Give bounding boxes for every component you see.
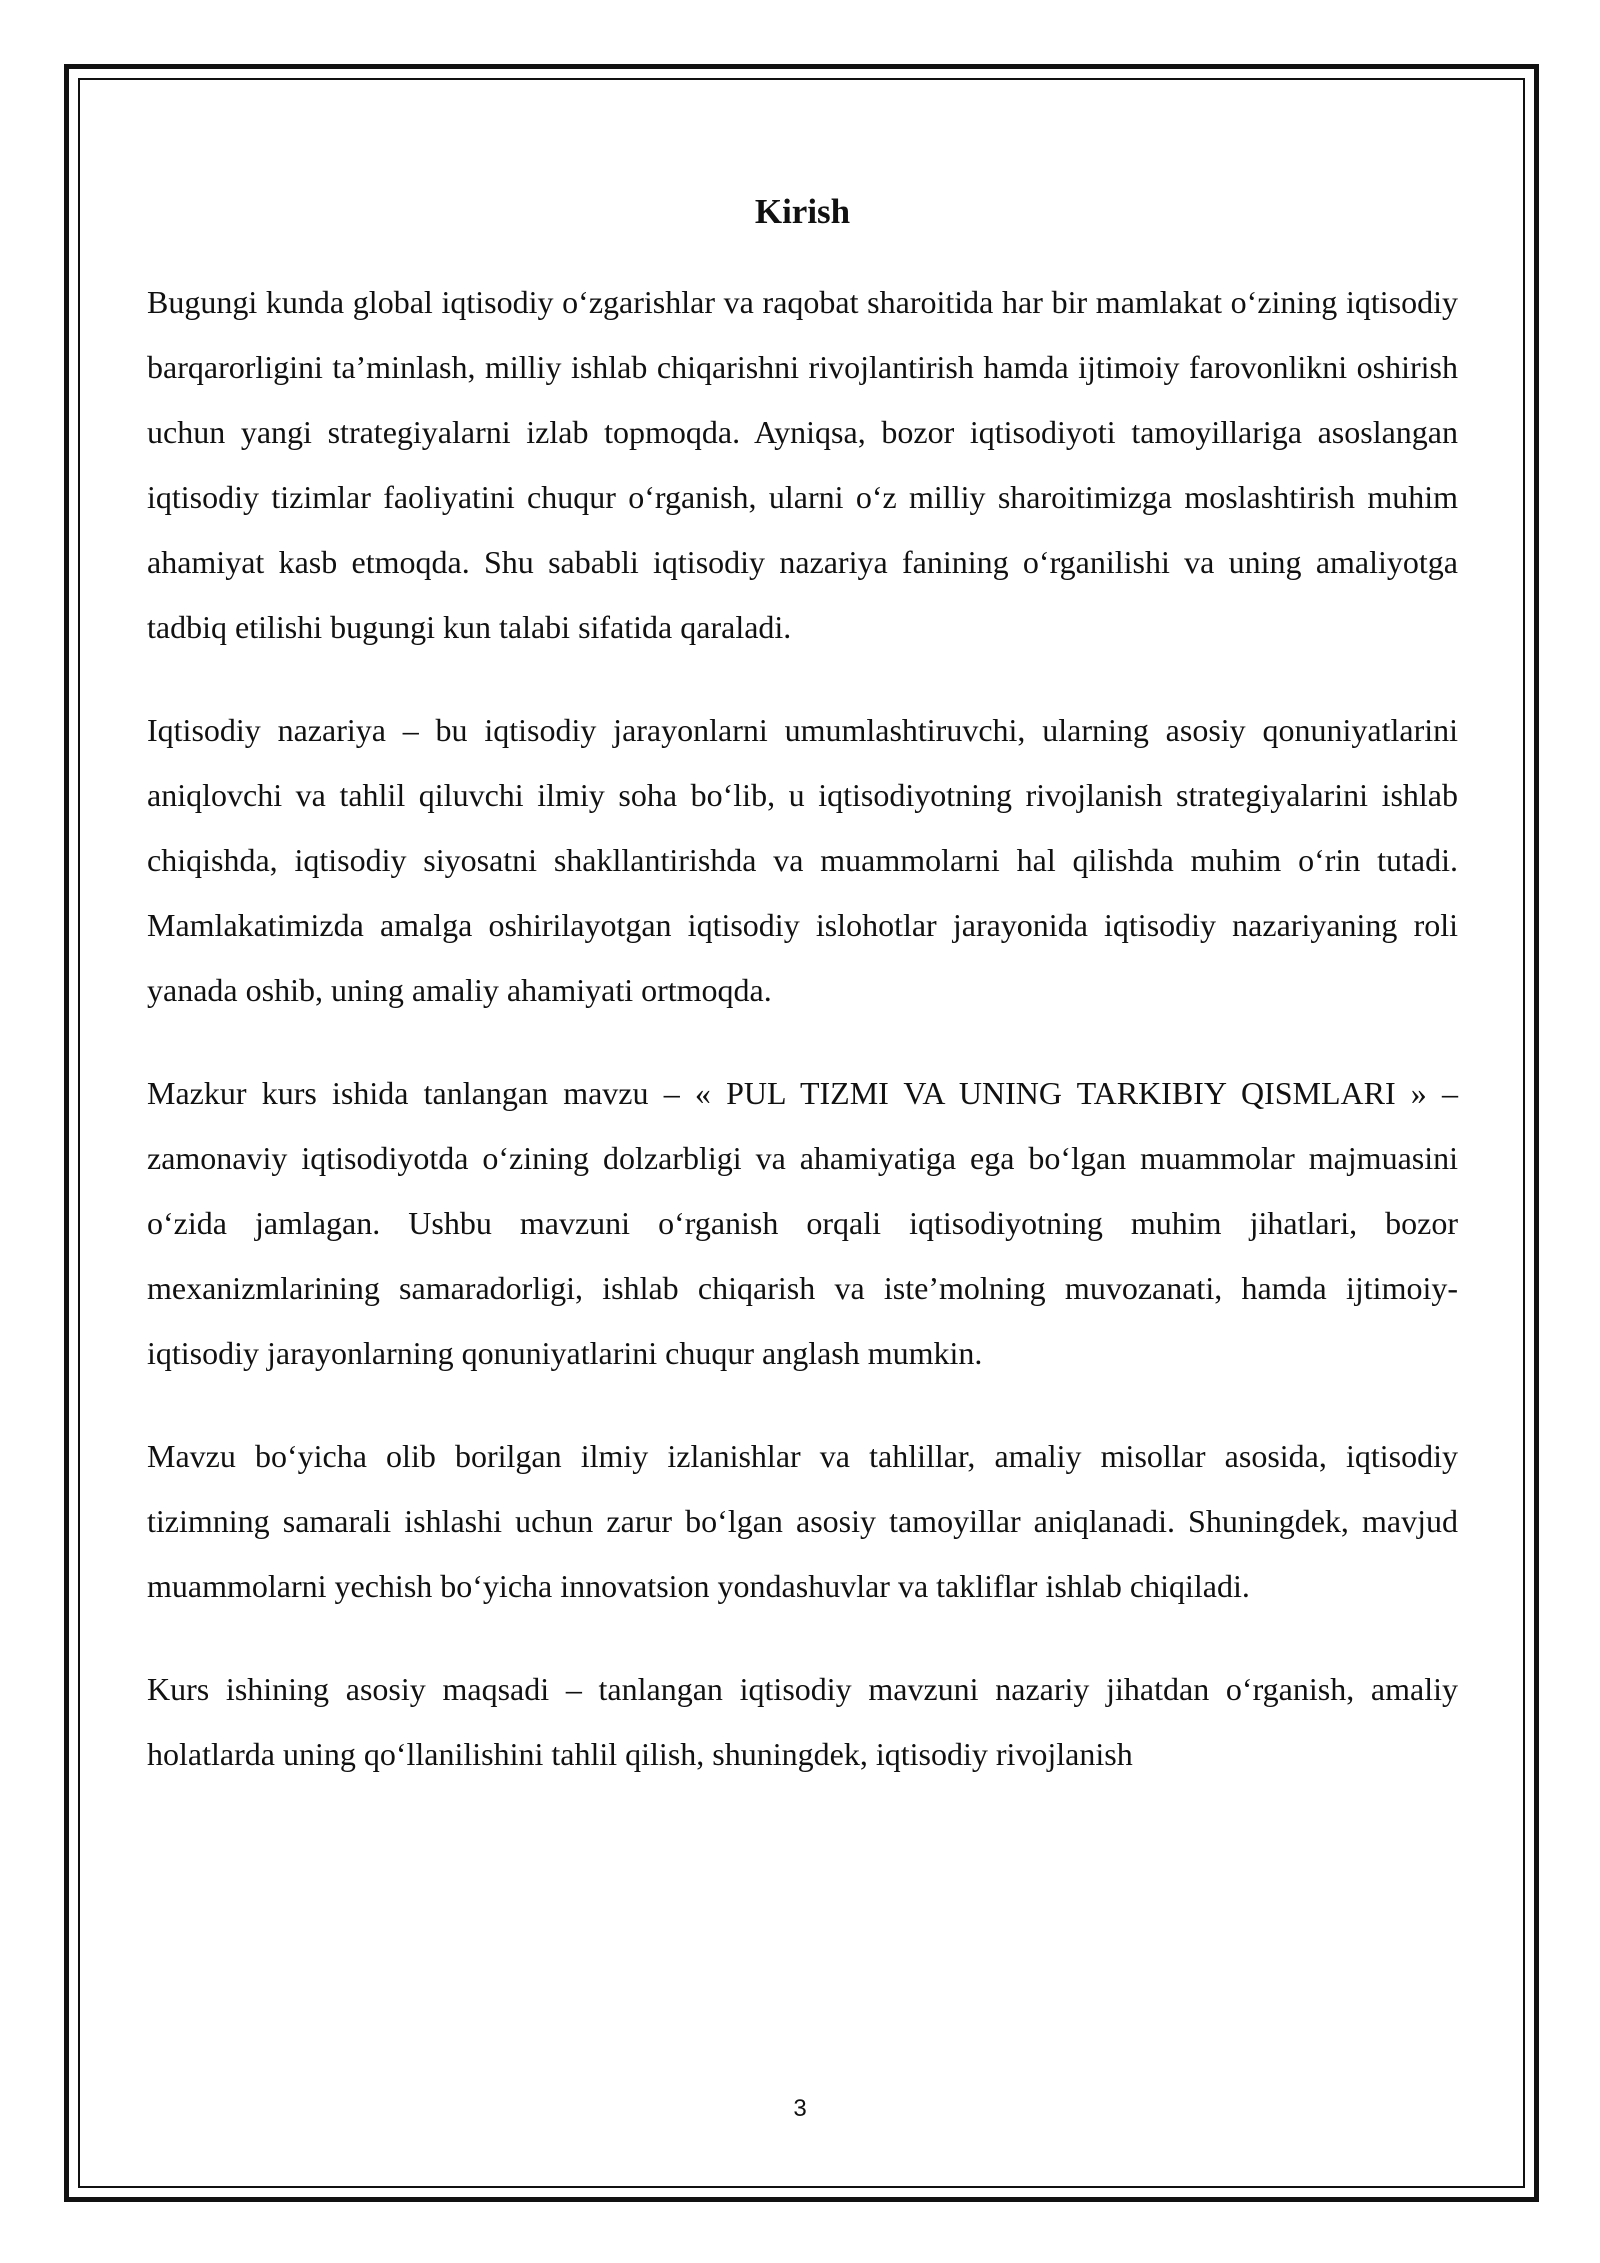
section-title: Kirish: [754, 192, 851, 231]
paragraph-1: Bugungi kunda global iqtisodiy o‘zgarishlar va raqobat sharoitida har bir mamlakat o‘zining iqtisodiy barqarorligini ta’minlash, milliy ishlab chiqarishni rivojlantirish hamda ijtimoiy farovonlikni oshirish uchun yangi strategiyalarni izlab topmoqda. Ayniqsa, bozor iqtisodiyoti tamoyillariga asoslangan iqtisodiy tizimlar faoliyatini chuqur o‘rganish, ularni o‘z milliy sharoitimizga moslashtirish muhim ahamiyat kasb etmoqda. Shu sababli iqtisodiy nazariya fanining o‘rganilishi va uning amaliyotga tadbiq etilishi bugungi kun talabi sifatida qaraladi.: [147, 284, 1458, 645]
paragraph-3: Mazkur kurs ishida tanlangan mavzu – « PUL TIZMI VA UNING TARKIBIY QISMLARI » – zamonaviy iqtisodiyotda o‘zining dolzarbligi va ahamiyatiga ega bo‘lgan muammolar majmuasini o‘zida jamlagan. Ushbu mavzuni o‘rganish orqali iqtisodiyotning muhim jihatlari, bozor mexanizmlarining samaradorligi, ishlab chiqarish va iste’molning muvozanati, hamda ijtimoiy-iqtisodiy jarayonlarning qonuniyatlarini chuqur anglash mumkin.: [147, 1075, 1458, 1371]
paragraph-2: Iqtisodiy nazariya – bu iqtisodiy jarayonlarni umumlashtiruvchi, ularning asosiy qonuniyatlarini aniqlovchi va tahlil qiluvchi ilmiy soha bo‘lib, u iqtisodiyotning rivojlanish strategiyalarini ishlab chiqishda, iqtisodiy siyosatni shakllantirishda va muammolarni hal qilishda muhim o‘rin tutadi. Mamlakatimizda amalga oshirilayotgan iqtisodiy islohotlar jarayonida iqtisodiy nazariyaning roli yanada oshib, uning amaliy ahamiyati ortmoqda.: [147, 712, 1458, 1008]
page-content: [147, 190, 1458, 1787]
paragraph-5: Kurs ishining asosiy maqsadi – tanlangan iqtisodiy mavzuni nazariy jihatdan o‘rganish, amaliy holatlarda uning qo‘llanilishini tahlil qilish, shuningdek, iqtisodiy rivojlanish: [147, 1671, 1458, 1772]
page-number: 3: [793, 2095, 807, 2122]
paragraph-4: Mavzu bo‘yicha olib borilgan ilmiy izlanishlar va tahlillar, amaliy misollar asosida, iqtisodiy tizimning samarali ishlashi uchun zarur bo‘lgan asosiy tamoyillar aniqlanadi. Shuningdek, mavjud muammolarni yechish bo‘yicha innovatsion yondashuvlar va takliflar ishlab chiqiladi.: [147, 1438, 1458, 1604]
